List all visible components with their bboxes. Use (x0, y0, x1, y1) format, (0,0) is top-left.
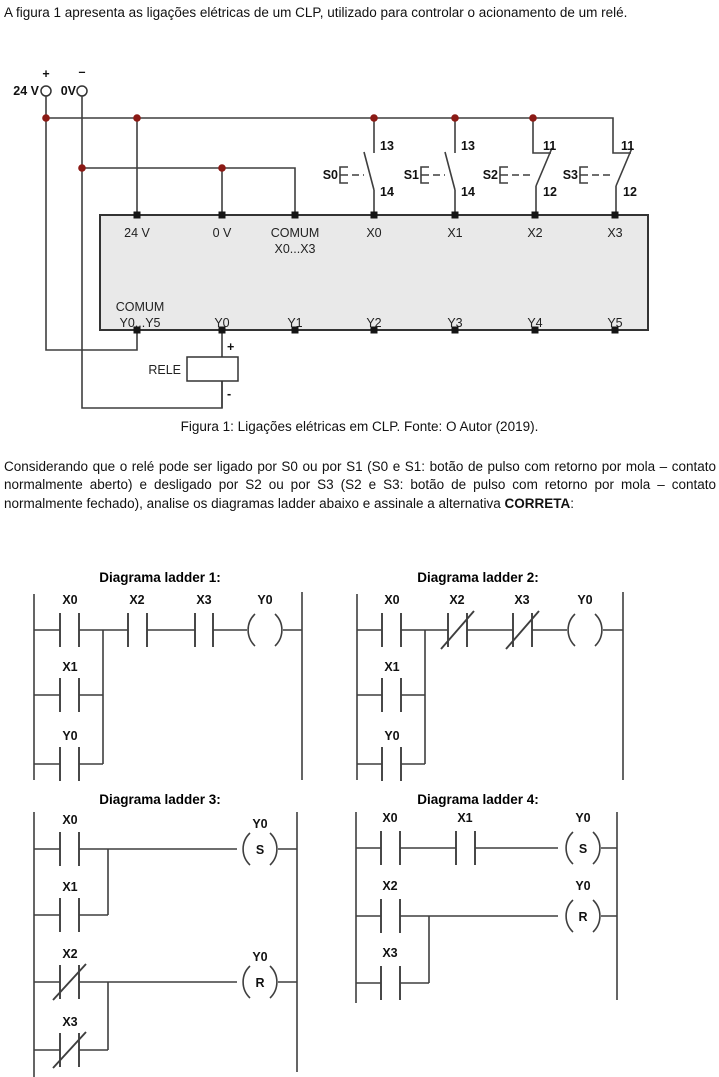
s3-top-contact-number: 11 (621, 139, 635, 153)
ladder2-contact-x2-label: X2 (449, 593, 465, 607)
s2-top-contact-number: 11 (543, 139, 557, 153)
ladder1-contact-x0-label: X0 (62, 593, 78, 607)
ladder2-branch-x1-label: X1 (384, 660, 400, 674)
question-post: : (570, 495, 575, 511)
ladder4-branch-x3-label: X3 (382, 946, 398, 960)
pushbutton-s1 (404, 139, 475, 199)
intro-text: A figura 1 apresenta as ligações elétricas de um CLP, utilizado para controlar o acionamento de um relé. (4, 4, 628, 20)
plc-terminal-comum-y-range: Y0...Y5 (119, 316, 161, 330)
ladder2-branch-y0-label: Y0 (384, 729, 400, 743)
pushbutton-s0 (323, 139, 394, 199)
plc-terminal-0v: 0 V (212, 226, 232, 240)
question-bold-word: CORRETA (504, 495, 571, 511)
s3-label: S3 (562, 168, 578, 182)
plc-terminal-comum-y: COMUM (115, 300, 165, 314)
question-text (4, 458, 716, 514)
ladder1-contact-x2-label: X2 (129, 593, 145, 607)
ladder1-branch-y0-label: Y0 (62, 729, 78, 743)
ladder3-reset-symbol: R (255, 976, 265, 990)
pushbutton-actuator-icon (580, 167, 588, 183)
s2-bottom-contact-number: 12 (543, 185, 557, 199)
ladder2-rails (357, 592, 623, 780)
ladder4-contact-x1-label: X1 (457, 811, 473, 825)
plc-terminal-comum-x: COMUM (270, 226, 320, 240)
ladder4-reset-symbol: R (578, 910, 588, 924)
ladder3-set-symbol: S (255, 843, 265, 857)
plc-terminal-y2: Y2 (366, 316, 382, 330)
ladder2-contacts (382, 613, 532, 781)
ladder2-diagram (348, 588, 638, 788)
plc-terminal-y4: Y4 (527, 316, 543, 330)
ladder3-branch-x1-label: X1 (62, 880, 78, 894)
ladder1-rails (34, 592, 302, 780)
plc-terminal-x2: X2 (527, 226, 543, 240)
plc-terminal-y1: Y1 (287, 316, 303, 330)
s1-top-contact-number: 13 (461, 139, 475, 153)
supply-minus-sign: – (78, 65, 86, 79)
terminal-circle-24v (41, 86, 51, 96)
ladder3-reset-coil-label: Y0 (252, 950, 268, 964)
relay-plus-sign: + (227, 340, 235, 354)
ladder3-diagram (25, 806, 315, 1077)
ladder4-title: Diagrama ladder 4: (417, 792, 539, 807)
s3-bottom-contact-number: 12 (623, 185, 637, 199)
ladder4-reset-coil-label: Y0 (575, 879, 591, 893)
plc-terminal-x0: X0 (366, 226, 382, 240)
pushbutton-actuator-icon (500, 167, 508, 183)
plc-terminal-y5: Y5 (607, 316, 623, 330)
ladder3-title: Diagrama ladder 3: (99, 792, 221, 807)
ladder3-contact-x0-label: X0 (62, 813, 78, 827)
ladder4-diagram (348, 806, 638, 1011)
relay-label: RELE (148, 363, 181, 377)
ladder4-contact-x2-label: X2 (382, 879, 398, 893)
ladder2-coil-label: Y0 (577, 593, 593, 607)
relay-box (187, 357, 238, 381)
ladder1-title: Diagrama ladder 1: (99, 570, 221, 585)
ladder1-coil-label: Y0 (257, 593, 273, 607)
plc-box (100, 212, 648, 334)
figure1-wiring-diagram (0, 62, 719, 414)
ladder1-branch-x1-label: X1 (62, 660, 78, 674)
ladder2-coil-icon (568, 614, 602, 646)
ladder1-contact-x3-label: X3 (196, 593, 212, 607)
pushbutton-actuator-icon (340, 167, 348, 183)
plc-terminal-y0: Y0 (214, 316, 230, 330)
ladder3-branch-x3-label: X3 (62, 1015, 78, 1029)
s0-top-contact-number: 13 (380, 139, 394, 153)
ladder1-coil-icon (248, 614, 282, 646)
terminal-circle-0v (77, 86, 87, 96)
question-pre: Considerando que o relé pode ser ligado por S0 ou por S1 (S0 e S1: botão de pulso com retorno por mola – contato normalmente aberto) e desligado por S2 ou por S3 (S2 e S3: botão de pulso com retorno por mola – contato normalmente fechado), analise os diagramas ladder abaixo e assinale a alternativa (4, 458, 716, 511)
ladder4-set-symbol: S (578, 842, 588, 856)
figure1-caption: Figura 1: Ligações elétricas em CLP. Fonte: O Autor (2019). (180, 419, 539, 434)
ladder2-contact-x0-label: X0 (384, 593, 400, 607)
s0-bottom-contact-number: 14 (380, 185, 394, 199)
ladder4-set-coil-label: Y0 (575, 811, 591, 825)
ladder4-contact-x0-label: X0 (382, 811, 398, 825)
plc-terminal-24v: 24 V (124, 226, 150, 240)
s0-label: S0 (322, 168, 338, 182)
ladder3-set-coil-label: Y0 (252, 817, 268, 831)
relay-minus-sign: - (227, 387, 232, 401)
s1-bottom-contact-number: 14 (461, 185, 475, 199)
pushbutton-s2 (483, 139, 557, 199)
ladder1-contacts (60, 613, 213, 781)
ladder2-contact-x3-label: X3 (514, 593, 530, 607)
supply-plus-sign: + (42, 67, 50, 81)
s2-label: S2 (482, 168, 498, 182)
plc-terminal-y3: Y3 (447, 316, 463, 330)
plc-terminal-comum-x-range: X0...X3 (274, 242, 316, 256)
supply-24v-label: 24 V (13, 84, 39, 98)
supply-0v-label: 0V (60, 84, 76, 98)
pushbutton-actuator-icon (421, 167, 429, 183)
s1-label: S1 (403, 168, 419, 182)
ladder1-diagram (25, 588, 315, 788)
ladder4-rails (356, 812, 617, 1003)
power-supply-terminals (13, 65, 87, 98)
ladder2-title: Diagrama ladder 2: (417, 570, 539, 585)
pushbutton-s3 (563, 139, 637, 199)
plc-terminal-x3: X3 (607, 226, 623, 240)
plc-terminal-x1: X1 (447, 226, 463, 240)
ladder3-contact-x2-label: X2 (62, 947, 78, 961)
relay (148, 340, 238, 401)
